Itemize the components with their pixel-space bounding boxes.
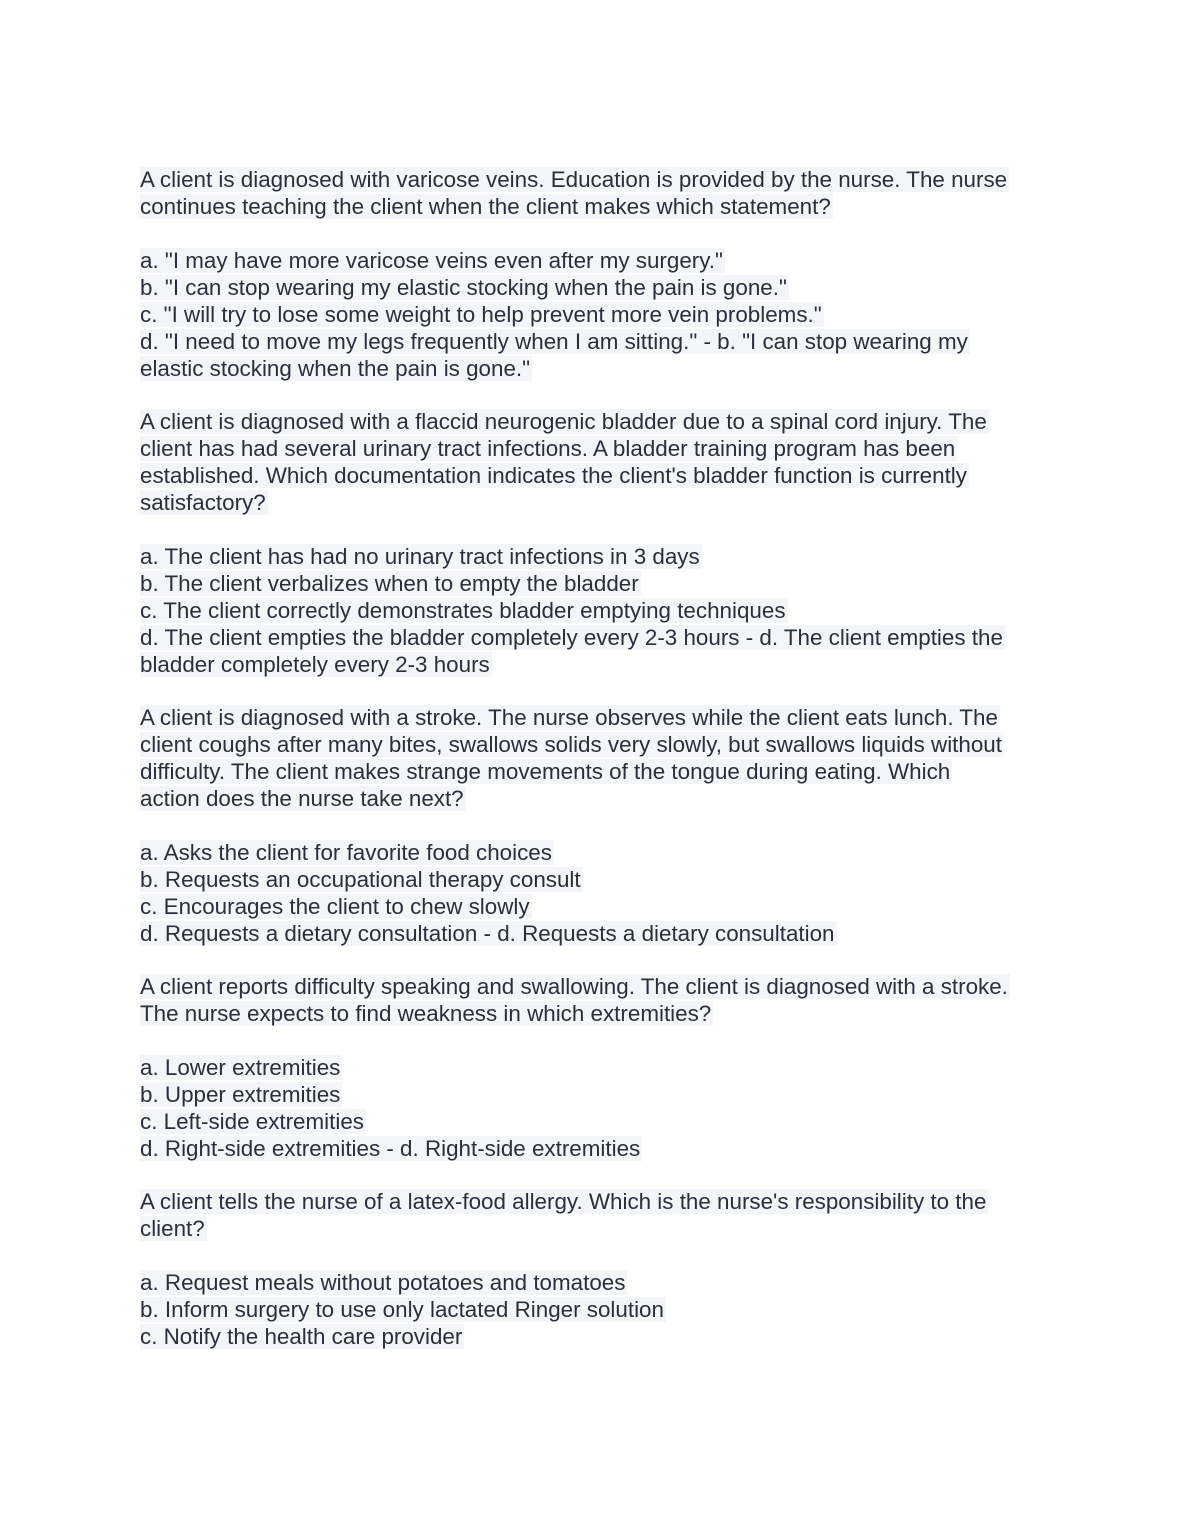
question-stem-line: The nurse expects to find weakness in which extremities? [140, 1001, 712, 1026]
answer-option-line: a. The client has had no urinary tract infections in 3 days [140, 543, 700, 569]
question-stem-line: client has had several urinary tract infections. A bladder training program has been [140, 436, 956, 461]
spacer [140, 678, 1060, 705]
answer-option-line: c. The client correctly demonstrates bladder emptying techniques [140, 597, 786, 623]
answer-option-line: b. Requests an occupational therapy consult [140, 866, 581, 892]
answer-option-line: c. Notify the health care provider [140, 1323, 463, 1349]
question-stem-line: A client tells the nurse of a latex-food allergy. Which is the nurse's responsibility to the [140, 1189, 987, 1214]
question-block [140, 166, 1060, 408]
question-block [140, 704, 1060, 973]
question-stem-line: client? [140, 1216, 205, 1241]
answer-option-line: bladder completely every 2-3 hours [140, 651, 490, 677]
question-stem-line: A client is diagnosed with a flaccid neurogenic bladder due to a spinal cord injury. The [140, 409, 987, 434]
answer-option-line: a. Lower extremities [140, 1054, 341, 1080]
question-block [140, 408, 1060, 704]
question-stem-line: continues teaching the client when the client makes which statement? [140, 194, 831, 219]
answer-option-line: b. "I can stop wearing my elastic stocking when the pain is gone." [140, 274, 787, 300]
answer-option-line: c. Encourages the client to chew slowly [140, 893, 530, 919]
spacer [140, 220, 1060, 247]
question-stem-line: difficulty. The client makes strange movements of the tongue during eating. Which [140, 759, 951, 784]
question-block [140, 1188, 1060, 1350]
answer-option-line: a. Request meals without potatoes and tomatoes [140, 1269, 626, 1295]
spacer [140, 1162, 1060, 1189]
spacer [140, 516, 1060, 543]
spacer [140, 1027, 1060, 1054]
answer-option-line: d. Right-side extremities - d. Right-side extremities [140, 1135, 641, 1161]
document-page [140, 166, 1060, 1350]
spacer [140, 382, 1060, 409]
question-stem-line: A client is diagnosed with a stroke. The nurse observes while the client eats lunch. The [140, 705, 998, 730]
question-stem-line: established. Which documentation indicates the client's bladder function is currently [140, 463, 967, 488]
answer-option-line: elastic stocking when the pain is gone." [140, 355, 531, 381]
question-stem-line: A client is diagnosed with varicose veins. Education is provided by the nurse. The nurse [140, 167, 1008, 192]
answer-option-line: a. "I may have more varicose veins even after my surgery." [140, 247, 723, 273]
answer-option-line: c. Left-side extremities [140, 1108, 364, 1134]
spacer [140, 1242, 1060, 1269]
answer-option-line: b. Upper extremities [140, 1081, 341, 1107]
answer-option-line: c. "I will try to lose some weight to help prevent more vein problems." [140, 301, 822, 327]
answer-option-line: b. The client verbalizes when to empty the bladder [140, 570, 639, 596]
question-stem-line: A client reports difficulty speaking and swallowing. The client is diagnosed with a stroke. [140, 974, 1008, 999]
spacer [140, 947, 1060, 974]
answer-option-line: a. Asks the client for favorite food choices [140, 839, 552, 865]
question-stem-line: action does the nurse take next? [140, 786, 464, 811]
answer-option-line: b. Inform surgery to use only lactated Ringer solution [140, 1296, 664, 1322]
answer-option-line: d. "I need to move my legs frequently when I am sitting." - b. "I can stop wearing my [140, 328, 968, 354]
answer-option-line: d. Requests a dietary consultation - d. Requests a dietary consultation [140, 920, 835, 946]
question-stem-line: satisfactory? [140, 490, 266, 515]
question-stem-line: client coughs after many bites, swallows solids very slowly, but swallows liquids without [140, 732, 1002, 757]
answer-option-line: d. The client empties the bladder completely every 2-3 hours - d. The client empties the [140, 624, 1003, 650]
spacer [140, 812, 1060, 839]
question-block [140, 973, 1060, 1188]
